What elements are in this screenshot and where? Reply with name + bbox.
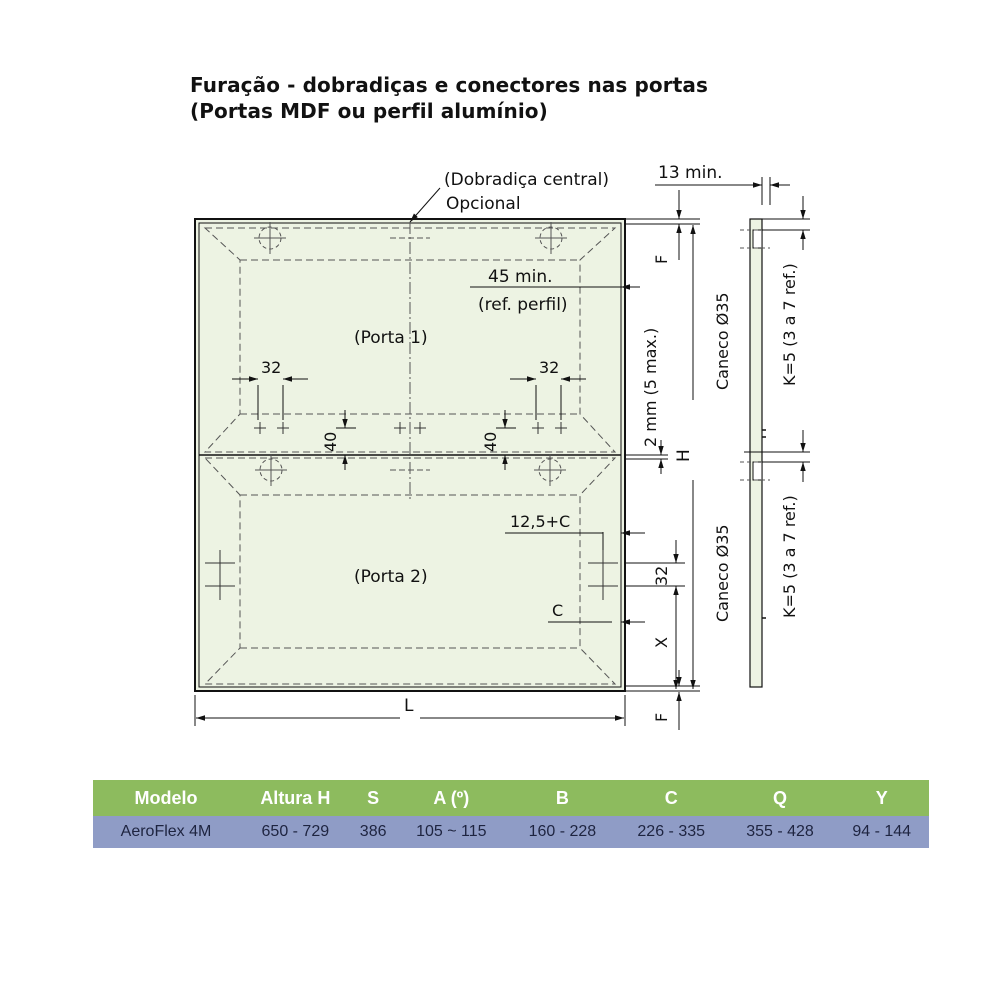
specs-table: [93, 780, 929, 848]
header-q: Q: [726, 780, 835, 816]
cell-c: 226 - 335: [617, 816, 726, 848]
dim-h-label: H: [674, 449, 694, 462]
header-modelo: Modelo: [93, 780, 239, 816]
gap-label: 2 mm (5 max.): [641, 327, 660, 447]
cell-b: 160 - 228: [508, 816, 617, 848]
cell-y: 94 - 144: [834, 816, 929, 848]
cell-modelo: AeroFlex 4M: [93, 816, 239, 848]
cell-q: 355 - 428: [726, 816, 835, 848]
dim-f-bottom-label: F: [652, 712, 671, 722]
header-altura-h: Altura H: [239, 780, 352, 816]
header-a: A (º): [395, 780, 508, 816]
dim-13-min-label: 13 min.: [658, 163, 723, 183]
table-row: [93, 816, 929, 848]
cell-s: 386: [352, 816, 395, 848]
cup-label-top: Caneco Ø35: [713, 292, 732, 390]
cell-altura-h: 650 - 729: [239, 816, 352, 848]
title-line-1: Furação - dobradiças e conectores nas portas: [190, 73, 708, 97]
dim-c-label: C: [552, 601, 564, 620]
cup-label-bottom: Caneco Ø35: [713, 524, 732, 622]
ref-profile-label: (ref. perfil): [478, 295, 568, 315]
dim-l-label: L: [404, 696, 414, 716]
dim-40-left-label: 40: [321, 431, 340, 452]
header-s: S: [352, 780, 395, 816]
door-1-label: (Porta 1): [354, 328, 428, 348]
cell-a: 105 ~ 115: [395, 816, 508, 848]
specs-header-row: [93, 780, 929, 816]
central-hinge-label: (Dobradiça central): [444, 170, 610, 190]
dim-f-top-label: F: [652, 254, 671, 264]
door-2-label: (Porta 2): [354, 567, 428, 587]
k-label-bottom: K=5 (3 a 7 ref.): [780, 495, 799, 618]
dim-40-right-label: 40: [481, 431, 500, 452]
optional-label: Opcional: [446, 194, 521, 214]
header-c: C: [617, 780, 726, 816]
dim-32-x-right: [625, 540, 700, 691]
header-b: B: [508, 780, 617, 816]
dim-32-right-vertical-label: 32: [652, 565, 671, 586]
dim-32-left-label: 32: [261, 358, 282, 377]
k-label-top: K=5 (3 a 7 ref.): [780, 263, 799, 386]
title-line-2: (Portas MDF ou perfil alumínio): [190, 99, 548, 123]
side-section-view: [740, 219, 770, 687]
dim-32-right-label: 32: [539, 358, 560, 377]
header-y: Y: [834, 780, 929, 816]
dim-12-5-c-label: 12,5+C: [510, 512, 571, 531]
dim-45-min-label: 45 min.: [488, 267, 553, 287]
dim-x-label: X: [652, 637, 671, 648]
